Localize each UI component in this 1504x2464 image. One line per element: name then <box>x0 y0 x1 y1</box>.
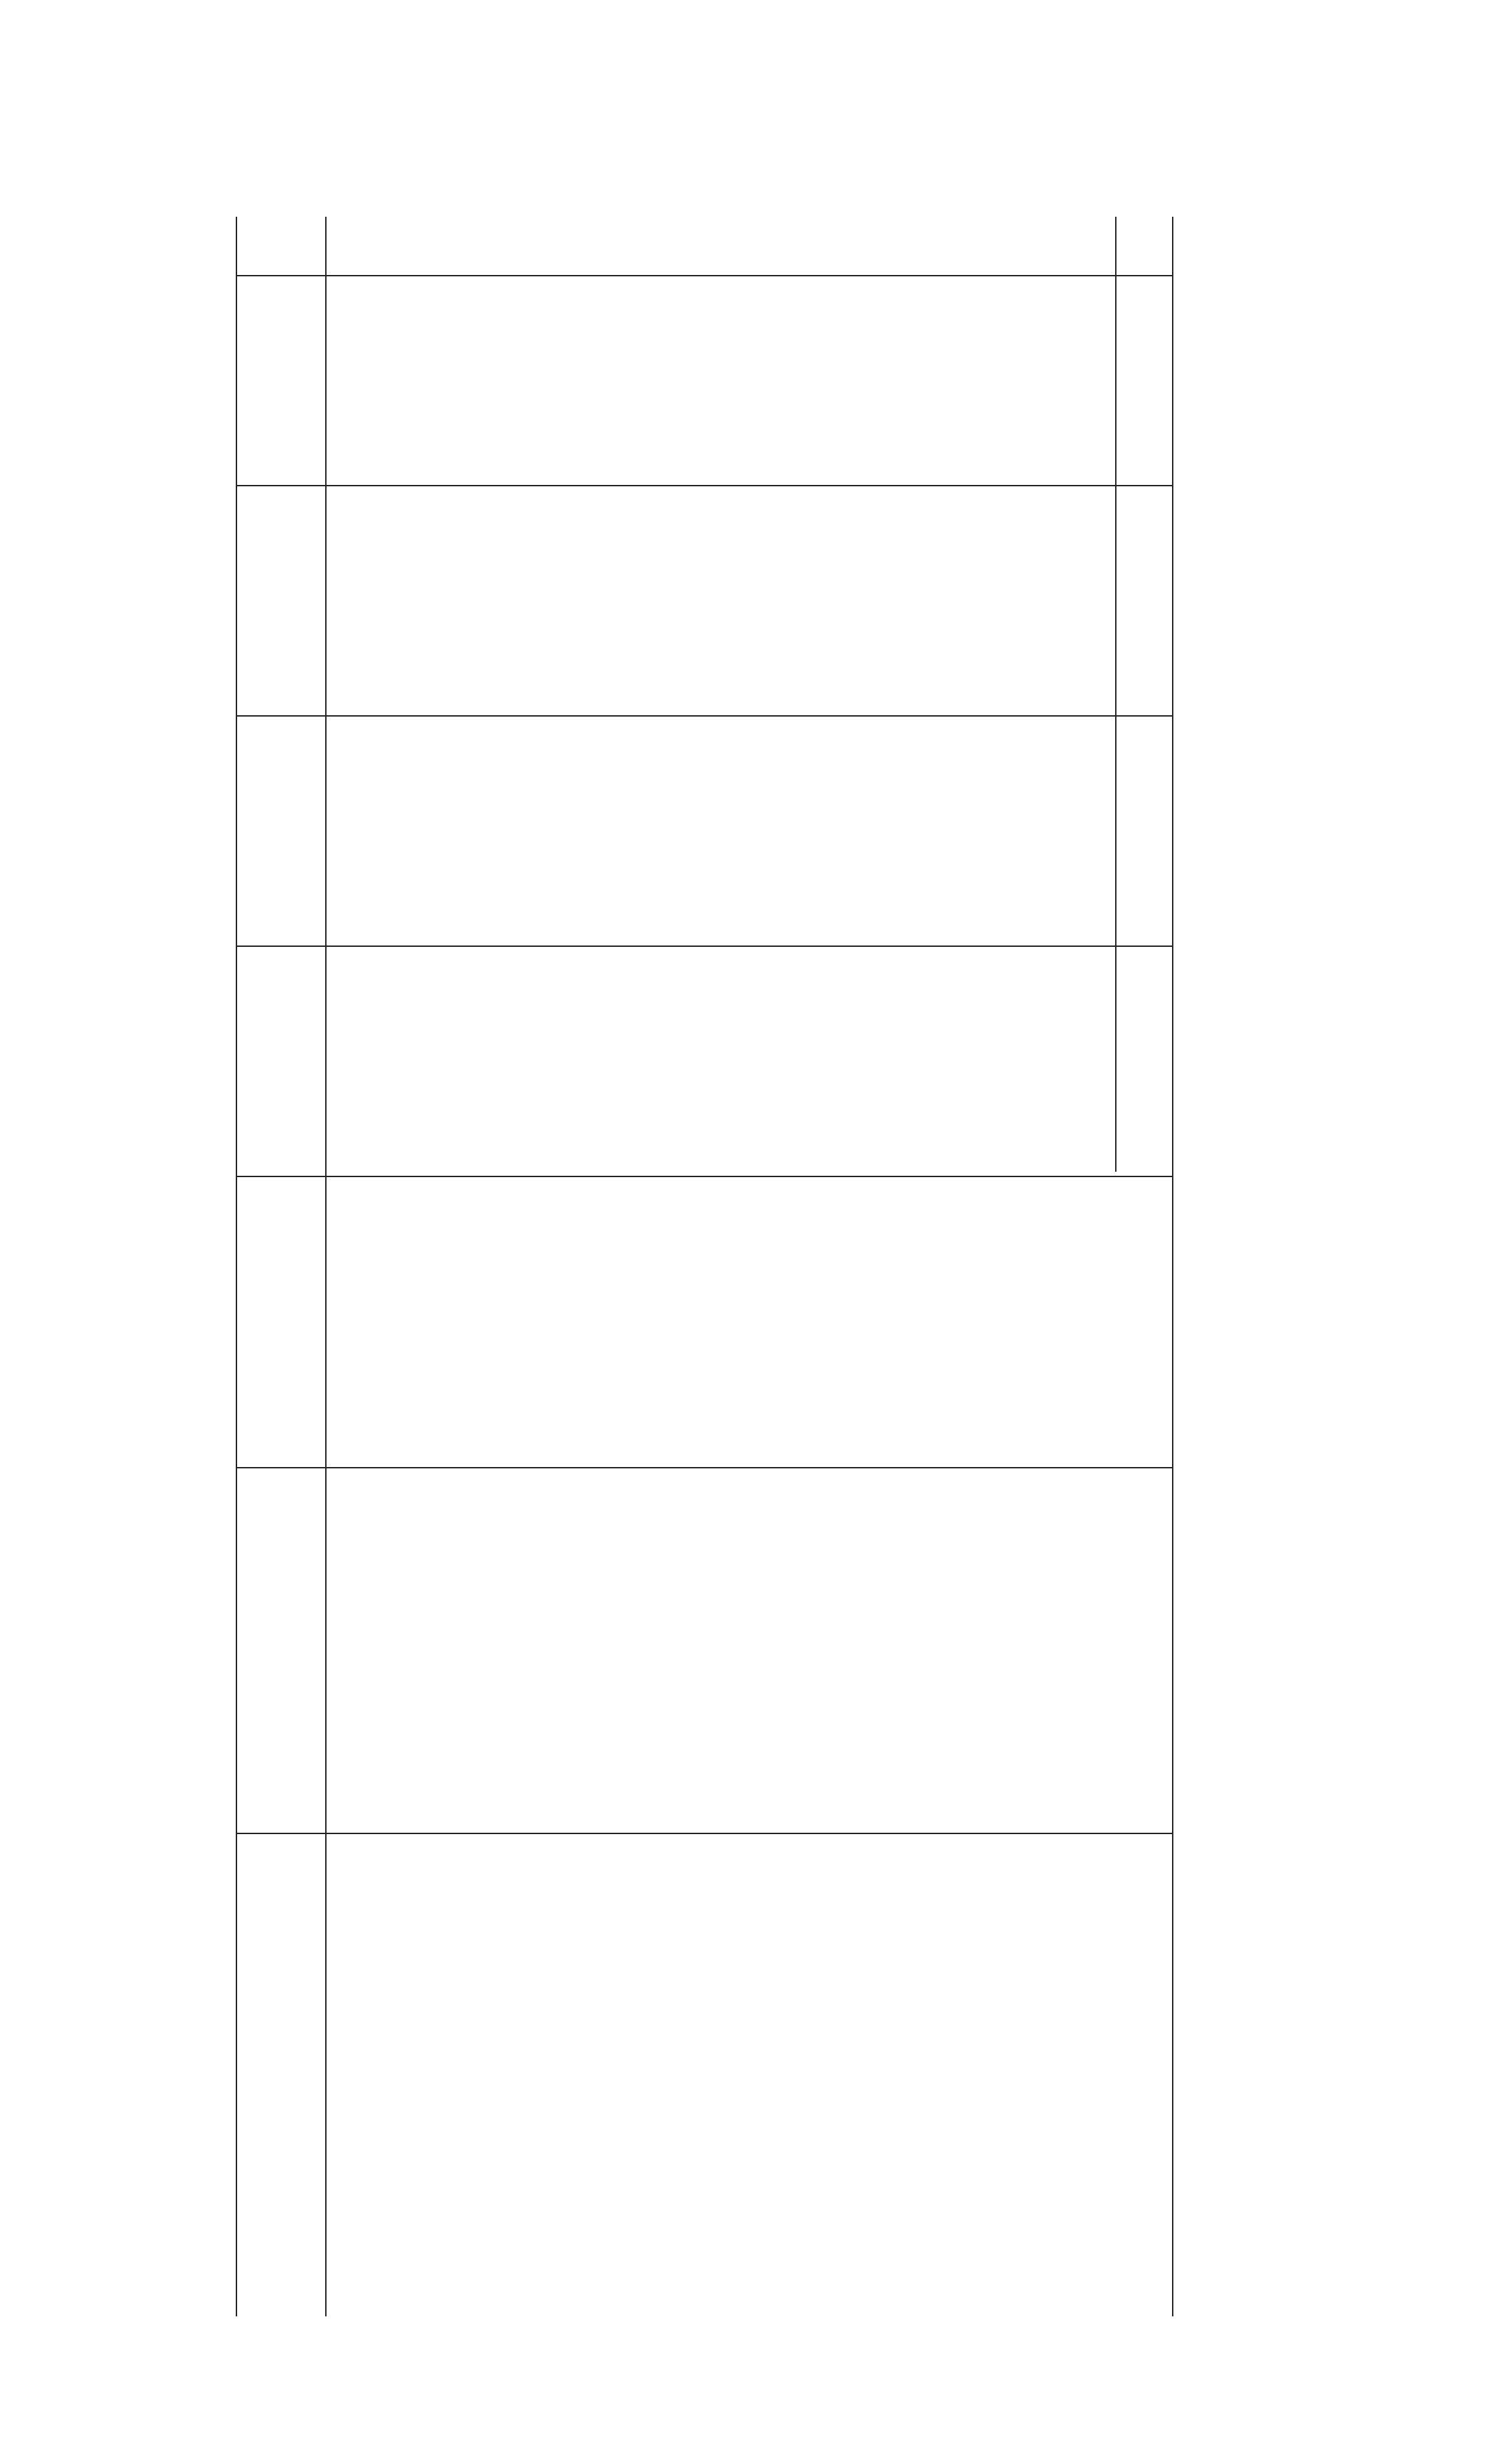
rotated-table <box>156 217 1213 2316</box>
rule-header <box>325 217 327 2316</box>
rule-bottom <box>1172 217 1173 2316</box>
rule-v-1 <box>236 1833 1172 1834</box>
total-row <box>1131 217 1156 2316</box>
rule-v-7 <box>236 275 1172 276</box>
rule-v-4 <box>236 946 1172 947</box>
rule-top <box>236 217 237 2316</box>
rule-v-5 <box>236 715 1172 717</box>
rule-v-6 <box>236 485 1172 486</box>
rule-v-2 <box>236 1467 1172 1468</box>
district-heading <box>383 217 408 2316</box>
rule-total <box>1115 217 1116 1172</box>
rule-v-3 <box>236 1176 1172 1177</box>
section-heading <box>359 217 383 2316</box>
